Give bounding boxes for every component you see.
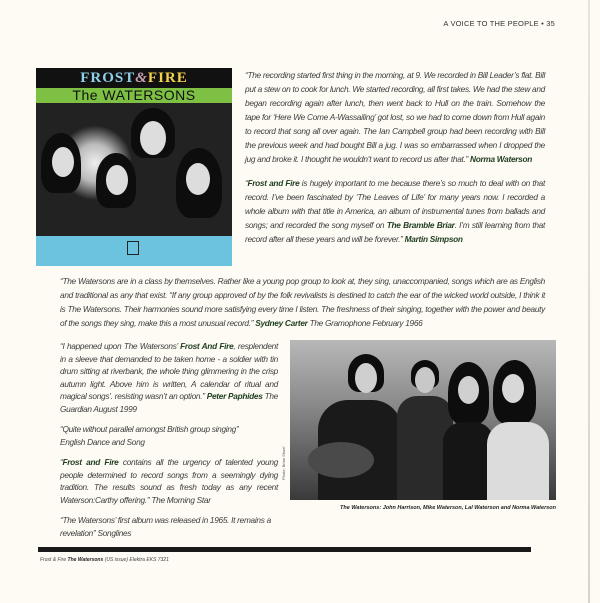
- quote-author: Martin Simpson: [404, 234, 463, 244]
- quote-songlines: “The Watersons’ first album was released in 1965. It remains a revelation” Songlines: [60, 515, 271, 538]
- album-cover: [36, 68, 232, 266]
- left-column: [60, 340, 278, 539]
- page-fold: [588, 0, 590, 603]
- quote-author: Peter Paphides: [206, 391, 263, 401]
- cover-photo: [36, 103, 232, 236]
- quote-martin-simpson: “Frost and Fire is hugely important to me because there’s so much to deal with on that record. I’ve been fascinated by ‘The Leaves of Life’ for many years now. I recorded a whole album with that title in America, an album of instrumental tunes from ballads and songs; and recorded the song myself on The Bramble Briar. I’m still learning from that record after all these years and will be forever.” Martin Simpson: [245, 178, 545, 244]
- cover-band: [36, 236, 232, 266]
- title-fire: FIRE: [147, 70, 188, 86]
- footer-caption: Frost & Fire The Watersons (US issue) Elektra EKS 7321: [40, 557, 169, 563]
- running-head: A VOICE TO THE PEOPLE • 35: [443, 19, 555, 28]
- quote-author: Norma Waterson: [470, 154, 533, 164]
- divider-bar: [38, 547, 531, 552]
- quote-peter-paphides: “I happened upon The Watersons’ Frost And Fire, resplendent in a sleeve that demanded to be taken home - a soldier with tin drum sitting at riverbank, the whole thing glimmering in the crisp autumn light. Above him is written, A calendar of ritual and magical songs’. resisting wasn’t an option.” Peter Paphides The Guardian August 1999: [60, 341, 278, 414]
- bottom-section: [36, 340, 560, 539]
- top-section: [36, 68, 560, 266]
- page-body: [36, 68, 560, 563]
- quote-english-dance-and-song: “Quite without parallel amongst British group singing” English Dance and Song: [60, 424, 239, 447]
- album-artist: The WATERSONS: [36, 88, 232, 103]
- quote-sydney-carter: “The Watersons are in a class by themselves. Rather like a young pop group to look at, they sing, unaccompanied, songs which are as English and traditional as any that exist. “If any group approved of by the folk revivalists is destined to catch the ear of the wicked world outside, I think it is The Watersons. Their harmonies sound more satisfying every time I listen. The freshness of their singing, together with the power and beauty of the songs they sing, make this a most unusual record.” Sydney Carter The Gramophone February 1966: [60, 276, 545, 328]
- quote-morning-star: “Frost and Fire contains all the urgency of talented young people determined to record songs from a seemingly dying tradition. The results sound as fresh today as any recent Waterson:Carthy offering.” The Morning Star: [60, 457, 278, 505]
- right-column: [245, 68, 545, 246]
- band-photo: [290, 340, 556, 500]
- quote-norma-waterson: “The recording started first thing in the morning, at 9. We recorded in Bill Leader’s flat. Bill put a stew on to cook for lunch. We started recording, all first takes. We had the stew and began recording again after lunch, then went back to Hull on the train. Somehow the tape for ‘Here We Come A-Wassailing’ got lost, so we had to come down from Hull again to record that song all over again. The Ian Campbell group had been recording with Bill the previous week and had bought Bill a jug. I was so embarrassed when I dropped the jug and broke it. I thought he wouldn’t want to record us after that.” Norma Waterson: [245, 70, 545, 164]
- quote-author: Sydney Carter: [255, 318, 308, 328]
- photo-credit: Photo: Brian Shuel: [281, 446, 286, 480]
- title-frost: FROST: [80, 70, 136, 86]
- album-title: [36, 68, 232, 88]
- title-amp: &: [135, 70, 148, 86]
- elektra-logo-icon: [127, 241, 139, 255]
- photo-caption: The Watersons: John Harrison, Mike Waterson, Lal Waterson and Norma Waterson: [340, 505, 556, 511]
